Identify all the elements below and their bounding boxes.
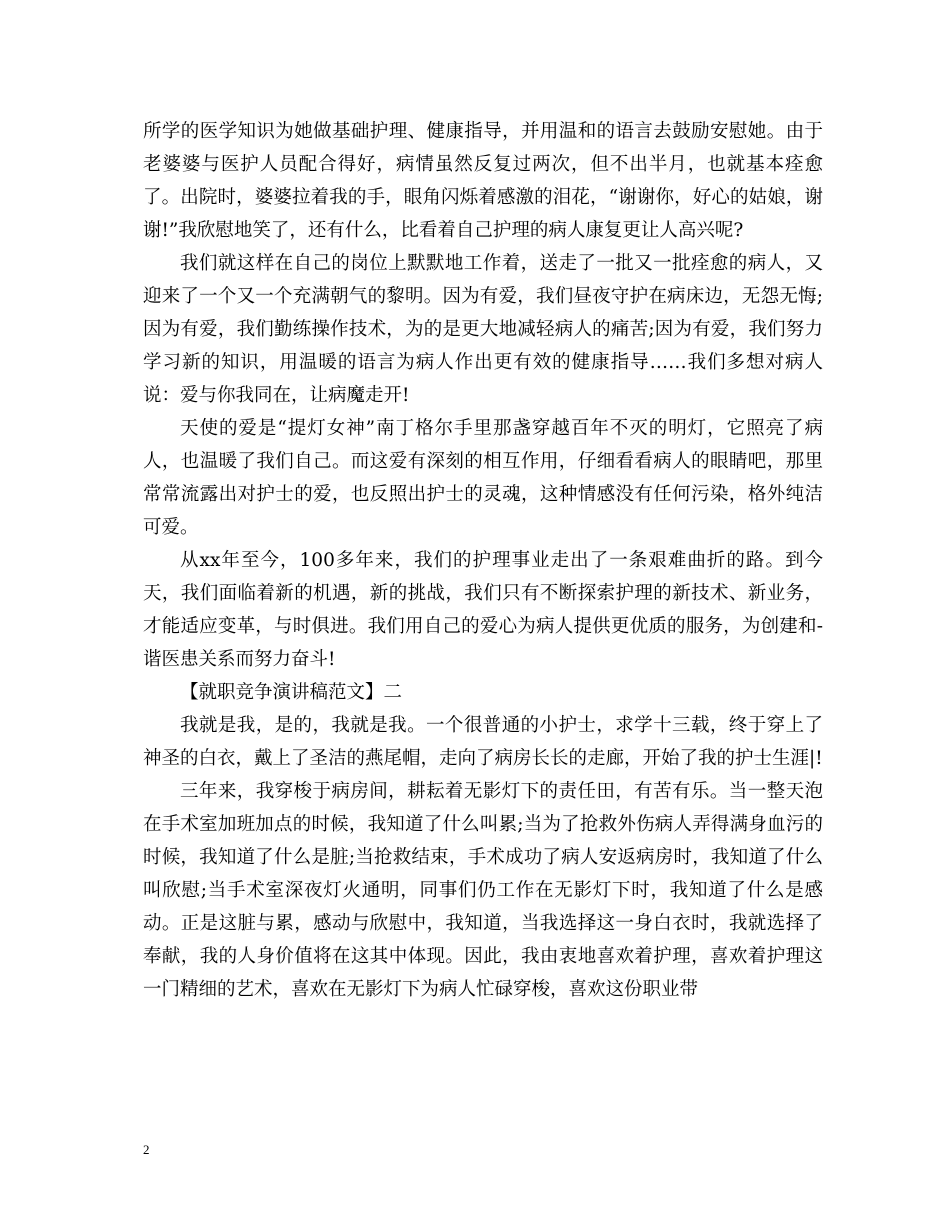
paragraph: 我们就这样在自己的岗位上默默地工作着，送走了一批又一批痊愈的病人，又迎来了一个又一个充满朝气的黎明。因为有爱，我们昼夜守护在病床边，无怨无悔;因为有爱，我们勤练操作技术，为的是更大地减轻病人的痛苦;因为有爱，我们努力学习新的知识，用温暖的语言为病人作出更有效的健康指导……我们多想对病人说：爱与你我同在，让病魔走开! (143, 253, 823, 406)
paragraph: 从xx年至今，100多年来，我们的护理事业走出了一条艰难曲折的路。到今天，我们面临着新的机遇，新的挑战，我们只有不断探索护理的新技术、新业务，才能适应变革，与时俱进。我们用自己的爱心为病人提供更优质的服务，为创建和-谐医患关系而努力奋斗! (143, 550, 823, 670)
document-body (143, 115, 823, 1006)
paragraph: 我就是我，是的，我就是我。一个很普通的小护士，求学十三载，终于穿上了神圣的白衣，戴上了圣洁的燕尾帽，走向了病房长长的走廊，开始了我的护士生涯|! (143, 715, 823, 769)
paragraph-continued: 所学的医学知识为她做基础护理、健康指导，并用温和的语言去鼓励安慰她。由于老婆婆与医护人员配合得好，病情虽然反复过两次，但不出半月，也就基本痊愈了。出院时，婆婆拉着我的手，眼角闪烁着感激的泪花，“谢谢你，好心的姑娘，谢谢!”我欣慰地笑了，还有什么，比看着自己护理的病人康复更让人高兴呢? (143, 121, 823, 241)
paragraph: 天使的爱是“提灯女神”南丁格尔手里那盏穿越百年不灭的明灯，它照亮了病人，也温暖了我们自己。而这爱有深刻的相互作用，仔细看看病人的眼睛吧，那里常常流露出对护士的爱，也反照出护士的灵魂，这种情感没有任何污染，格外纯洁可爱。 (143, 418, 823, 538)
section-heading: 【就职竞争演讲稿范文】二 (180, 682, 403, 703)
page-number: 2 (143, 1142, 150, 1157)
paragraph: 三年来，我穿梭于病房间，耕耘着无影灯下的责任田，有苦有乐。当一整天泡在手术室加班加点的时候，我知道了什么叫累;当为了抢救外伤病人弄得满身血污的时候，我知道了什么是脏;当抢救结束，手术成功了病人安返病房时，我知道了什么叫欣慰;当手术室深夜灯火通明，同事们仍工作在无影灯下时，我知道了什么是感动。正是这脏与累，感动与欣慰中，我知道，当我选择这一身白衣时，我就选择了奉献，我的人身价值将在这其中体现。因此，我由衷地喜欢着护理，喜欢着护理这一门精细的艺术，喜欢在无影灯下为病人忙碌穿梭，喜欢这份职业带 (143, 781, 823, 1000)
